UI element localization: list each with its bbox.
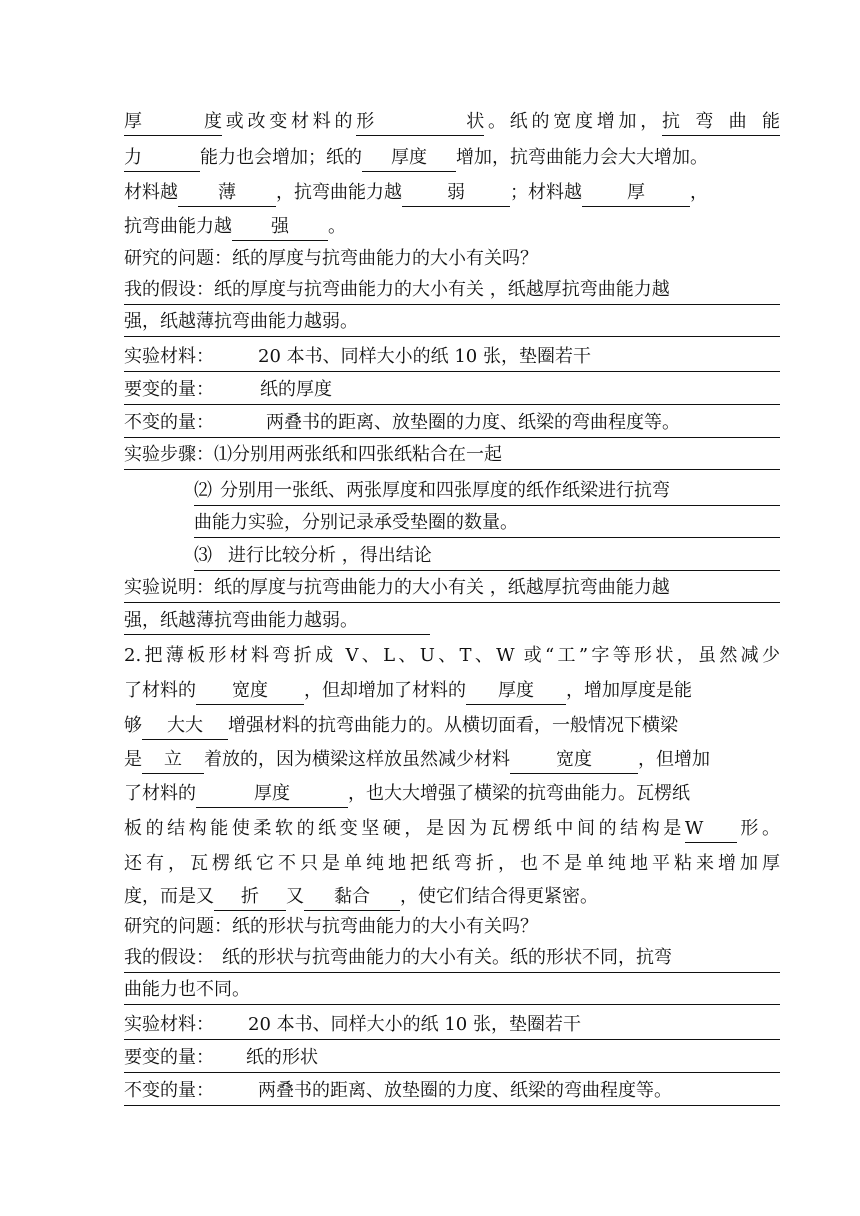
constants-label: 不变的量： <box>124 412 214 433</box>
text-segment: ，但增加 <box>638 749 710 770</box>
text-segment: 抗弯曲能力越 <box>124 216 232 237</box>
step-number: ⑴ <box>214 444 232 465</box>
step-text: 分别用一张纸、两张厚度和四张厚度的纸作纸梁进行抗弯 <box>220 480 670 501</box>
note-label: 实验说明： <box>124 577 214 598</box>
blank-answer: 弱 <box>402 180 510 207</box>
blank-answer: 形状 <box>356 109 484 136</box>
exp1-note-line1 <box>124 572 780 603</box>
blank-answer: 薄 <box>178 180 276 207</box>
blank-answer: 厚 <box>582 180 690 207</box>
note-text: 纸的厚度与抗弯曲能力的大小有关 ，纸越厚抗弯曲能力越 <box>214 577 670 598</box>
para2-line5 <box>124 778 780 810</box>
constants-label: 不变的量： <box>124 1080 214 1101</box>
text-segment: ，但却增加了材料的 <box>304 680 466 701</box>
text-segment: 增强材料的抗弯曲能力的。从横切面看，一般情况下横梁 <box>228 715 678 736</box>
exp2-variable <box>124 1042 780 1073</box>
hypothesis-label: 我的假设： <box>124 947 214 968</box>
text-segment: 是 <box>124 749 142 770</box>
para1-line3 <box>124 177 780 209</box>
exp2-hypothesis-line2 <box>124 974 780 1005</box>
exp1-materials <box>124 341 780 372</box>
blank-answer: 立 <box>142 747 204 774</box>
text-segment: 。 <box>328 216 346 237</box>
blank-answer: 强 <box>232 214 328 241</box>
exp2-constants <box>124 1075 780 1106</box>
constants-text: 两叠书的距离、放垫圈的力度、纸梁的弯曲程度等。 <box>258 1080 672 1101</box>
text-segment: 了材料的 <box>124 680 196 701</box>
variable-label: 要变的量： <box>124 379 214 400</box>
materials-text: 20 本书、同样大小的纸 10 张，垫圈若干 <box>248 1014 581 1035</box>
blank-answer: 厚度 <box>124 109 222 136</box>
materials-label: 实验材料： <box>124 1014 214 1035</box>
blank-answer: 厚度 <box>466 678 566 705</box>
text-segment: 能力也会增加；纸的 <box>200 147 362 168</box>
para2-line4 <box>124 744 780 776</box>
hypothesis-text: 纸的厚度与抗弯曲能力的大小有关 ，纸越厚抗弯曲能力越 <box>214 279 670 300</box>
para2-line2 <box>124 675 780 707</box>
text-segment: 板的结构能使柔软的纸变坚硬，是因为瓦楞纸中间的结构是 <box>124 818 685 839</box>
text-segment: 度，而是又 <box>124 886 214 907</box>
para2-line7: 还有，瓦楞纸它不只是单纯地把纸弯折，也不是单纯地平粘来增加厚 <box>124 853 780 874</box>
step-text: 分别用两张纸和四张纸粘合在一起 <box>232 444 502 465</box>
exp1-hypothesis-line1 <box>124 274 780 305</box>
steps-label: 实验步骤： <box>124 444 214 465</box>
blank-answer: 厚度 <box>362 145 456 172</box>
step-number: ⑶ <box>194 545 212 566</box>
text-segment: ；材料越 <box>510 182 582 203</box>
step-number: ⑵ <box>194 480 212 501</box>
text-segment: 。纸的宽度增加， <box>484 111 662 132</box>
blank-answer: 大大 <box>142 713 228 740</box>
text-segment: ，也大大增强了横梁的抗弯曲能力。瓦楞纸 <box>348 783 690 804</box>
para2-line6 <box>124 813 780 845</box>
text-segment: 了材料的 <box>124 783 196 804</box>
exp1-step3 <box>194 540 780 571</box>
exp1-hypothesis-line2 <box>124 306 780 337</box>
note-text: 强，纸越薄抗弯曲能力越弱。 <box>124 608 430 635</box>
para1-line2 <box>124 142 780 174</box>
para1-line4 <box>124 211 780 243</box>
text-segment: ，使它们结合得更紧密。 <box>400 886 598 907</box>
materials-text: 20 本书、同样大小的纸 10 张，垫圈若干 <box>258 346 591 367</box>
text-segment: 或改变材料的 <box>222 111 357 132</box>
text-segment: ，抗弯曲能力越 <box>276 182 402 203</box>
exp1-step2-line2 <box>194 507 780 538</box>
blank-answer: 宽度 <box>196 678 304 705</box>
blank-answer: 宽度 <box>510 747 638 774</box>
blank-answer: W <box>685 816 737 843</box>
text-segment: 又 <box>286 886 304 907</box>
blank-answer: 力 <box>124 145 200 172</box>
variable-label: 要变的量： <box>124 1047 214 1068</box>
hypothesis-text: 强，纸越薄抗弯曲能力越弱。 <box>124 311 358 332</box>
text-segment: ，增加厚度是能 <box>566 680 692 701</box>
text-segment: 增加，抗弯曲能力会大大增加。 <box>456 147 708 168</box>
materials-label: 实验材料： <box>124 346 214 367</box>
variable-text: 纸的厚度 <box>260 379 332 400</box>
hypothesis-text: 纸的形状与抗弯曲能力的大小有关。纸的形状不同，抗弯 <box>222 947 672 968</box>
constants-text: 两叠书的距离、放垫圈的力度、纸梁的弯曲程度等。 <box>266 412 680 433</box>
exp1-constants <box>124 407 780 438</box>
blank-answer: 黏合 <box>304 884 400 911</box>
text-segment: 形。 <box>736 818 780 839</box>
variable-text: 纸的形状 <box>246 1047 318 1068</box>
blank-answer: 折 <box>214 884 286 911</box>
hypothesis-label: 我的假设： <box>124 279 214 300</box>
para1-line1 <box>124 106 780 138</box>
step-text: 进行比较分析 ，得出结论 <box>228 545 432 566</box>
para2-line3 <box>124 710 780 742</box>
exp1-step1 <box>124 439 780 470</box>
exp2-materials <box>124 1009 780 1040</box>
para2-line8 <box>124 881 780 913</box>
blank-answer: 抗弯曲能 <box>662 109 780 136</box>
exp1-step2-line1 <box>194 475 780 506</box>
step-text: 曲能力实验，分别记录承受垫圈的数量。 <box>194 512 518 533</box>
exp1-question: 研究的问题：纸的厚度与抗弯曲能力的大小有关吗？ <box>124 248 538 269</box>
text-segment: 着放的，因为横梁这样放虽然减少材料 <box>204 749 510 770</box>
hypothesis-text: 曲能力也不同。 <box>124 979 250 1000</box>
exp2-question: 研究的问题：纸的形状与抗弯曲能力的大小有关吗？ <box>124 916 538 937</box>
blank-answer: 厚度 <box>196 781 348 808</box>
text-segment: ， <box>690 182 708 203</box>
exp2-hypothesis-line1 <box>124 942 780 973</box>
exp1-variable <box>124 374 780 405</box>
exp1-note-line2 <box>124 605 780 637</box>
text-segment: 材料越 <box>124 182 178 203</box>
para2-line1: 2.把薄板形材料弯折成 V、L、U、T、W 或“工”字等形状，虽然减少 <box>124 645 780 666</box>
text-segment: 够 <box>124 715 142 736</box>
